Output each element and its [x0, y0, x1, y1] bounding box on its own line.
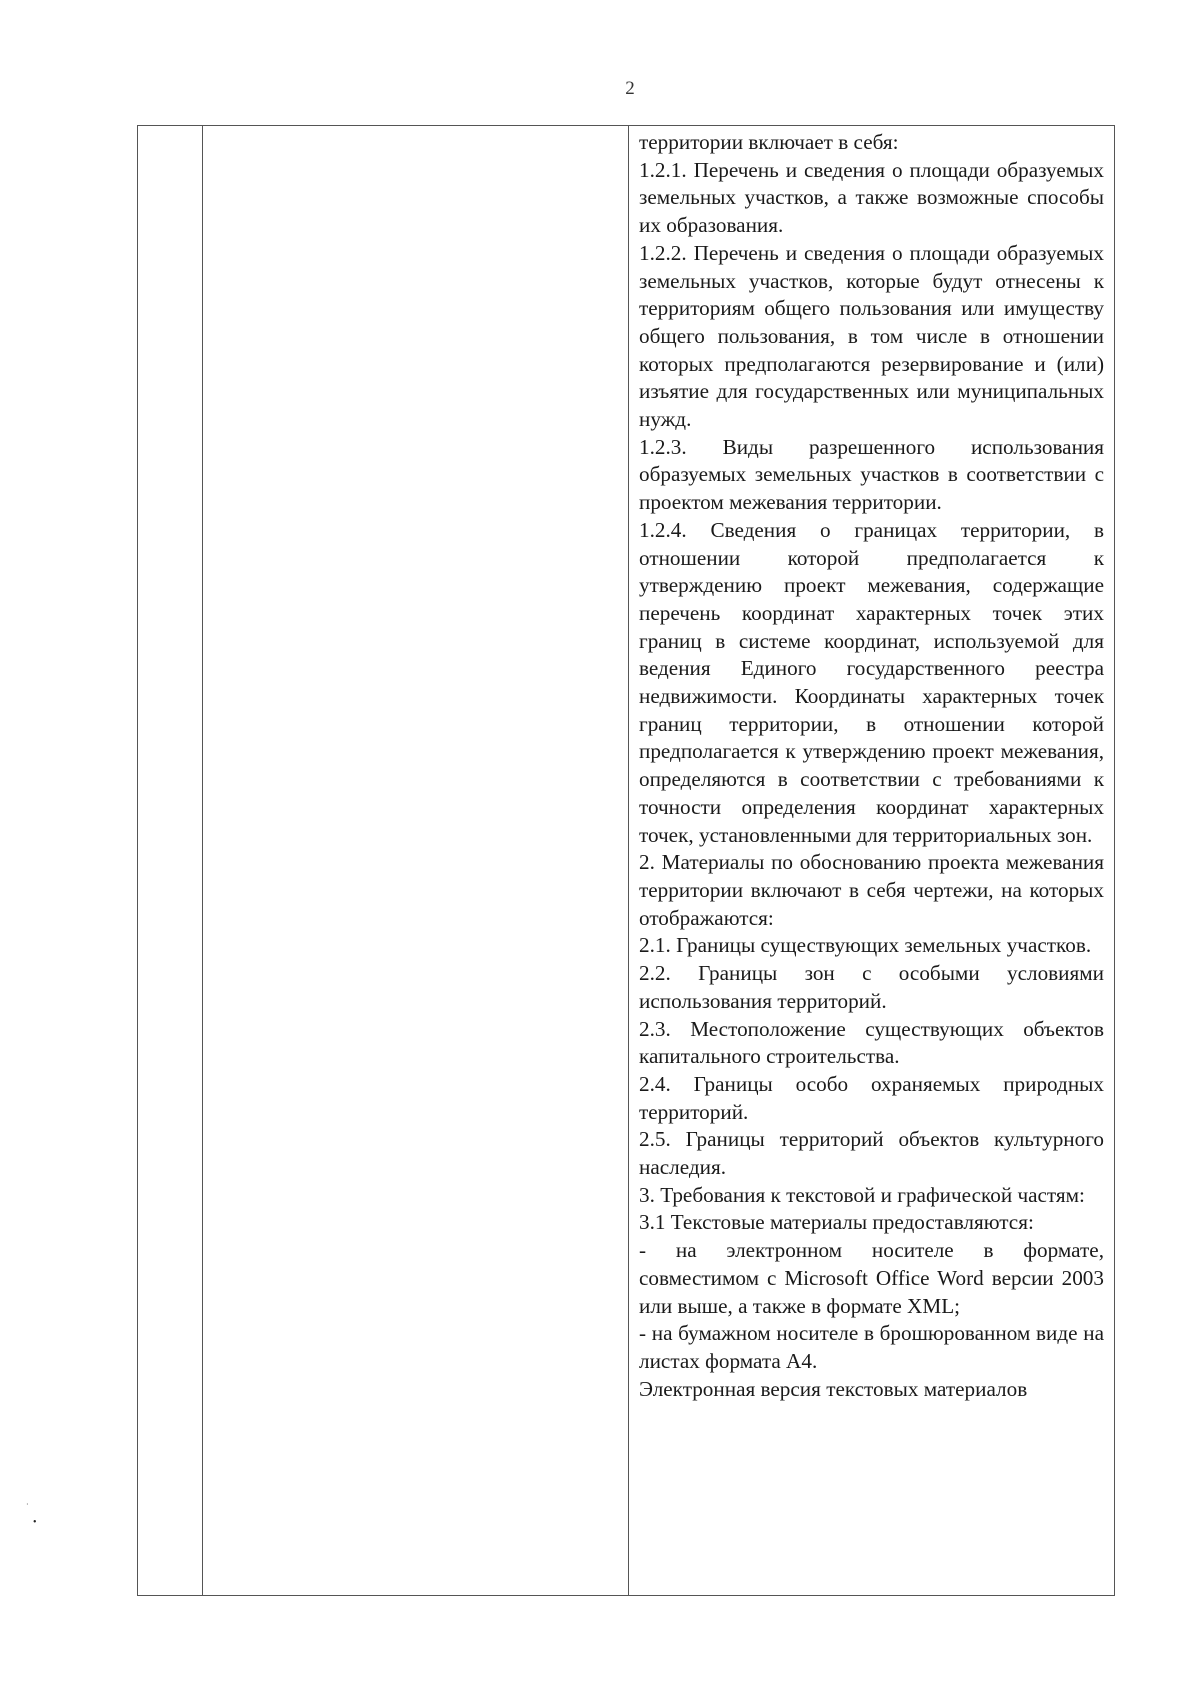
- paragraph-2-1: 2.1. Границы существующих земельных участков.: [639, 933, 1092, 958]
- name-cell: [203, 126, 629, 1596]
- paragraph-1-2-4: 1.2.4. Сведения о границах территории, в отношении которой предполагается к утверждению проект межевания, содержащие перечень координат характерных точек этих границ в системе координат, используемой для ведения Единого государственного реестра недвижимости. Координаты характерных точек границ территории, в отношении которой предполагается к утверждению проект межевания, определяются в соответствии с требованиями к точности определения координат характерных точек, установленными для территориальных зон.: [639, 517, 1104, 847]
- paragraph-3-1: 3.1 Текстовые материалы предоставляются:: [639, 1210, 1034, 1235]
- paragraph-paper-format: - на бумажном носителе в брошюрованном виде на листах формата А4.: [639, 1321, 1104, 1373]
- paragraph-1-2-1: 1.2.1. Перечень и сведения о площади образуемых земельных участков, а также возможные способы их образования.: [639, 157, 1104, 238]
- paragraph-2-3: 2.3. Местоположение существующих объектов капитального строительства.: [639, 1016, 1104, 1069]
- requirements-table: [137, 125, 1115, 1596]
- paragraph-2-2: 2.2. Границы зон с особыми условиями использования территорий.: [639, 961, 1104, 1013]
- paragraph-2: 2. Материалы по обоснованию проекта межевания территории включают в себя чертежи, на которых отображаются:: [639, 850, 1104, 930]
- paragraph-electronic-version: Электронная версия текстовых материалов: [639, 1376, 1028, 1401]
- margin-mark: •: [33, 1517, 37, 1528]
- content-cell: [629, 126, 1115, 1596]
- paragraph-1-2-2: 1.2.2. Перечень и сведения о площади образуемых земельных участков, которые будут отнесены к территориям общего пользования или имуществу общего пользования, в том числе в отношении которых предполагаются резервирование и (или) изъятие для государственных или муниципальных нужд.: [639, 240, 1104, 432]
- paragraph-3: 3. Требования к текстовой и графической частям:: [639, 1182, 1085, 1207]
- paragraph-intro: территории включает в себя:: [639, 130, 899, 154]
- paragraph-electronic-format: - на электронном носителе в формате, совместимом с Microsoft Office Word версии 2003 или выше, а также в формате XML;: [639, 1238, 1104, 1318]
- paragraph-2-5: 2.5. Границы территорий объектов культурного наследия.: [639, 1127, 1104, 1180]
- page-number: 2: [625, 78, 635, 99]
- number-cell: [138, 126, 203, 1596]
- paragraph-2-4: 2.4. Границы особо охраняемых природных территорий.: [639, 1071, 1104, 1124]
- paragraph-1-2-3: 1.2.3. Виды разрешенного использования образуемых земельных участков в соответствии с проектом межевания территории.: [639, 434, 1104, 515]
- margin-mark: ·: [26, 1500, 29, 1509]
- table-row: [138, 126, 1115, 1596]
